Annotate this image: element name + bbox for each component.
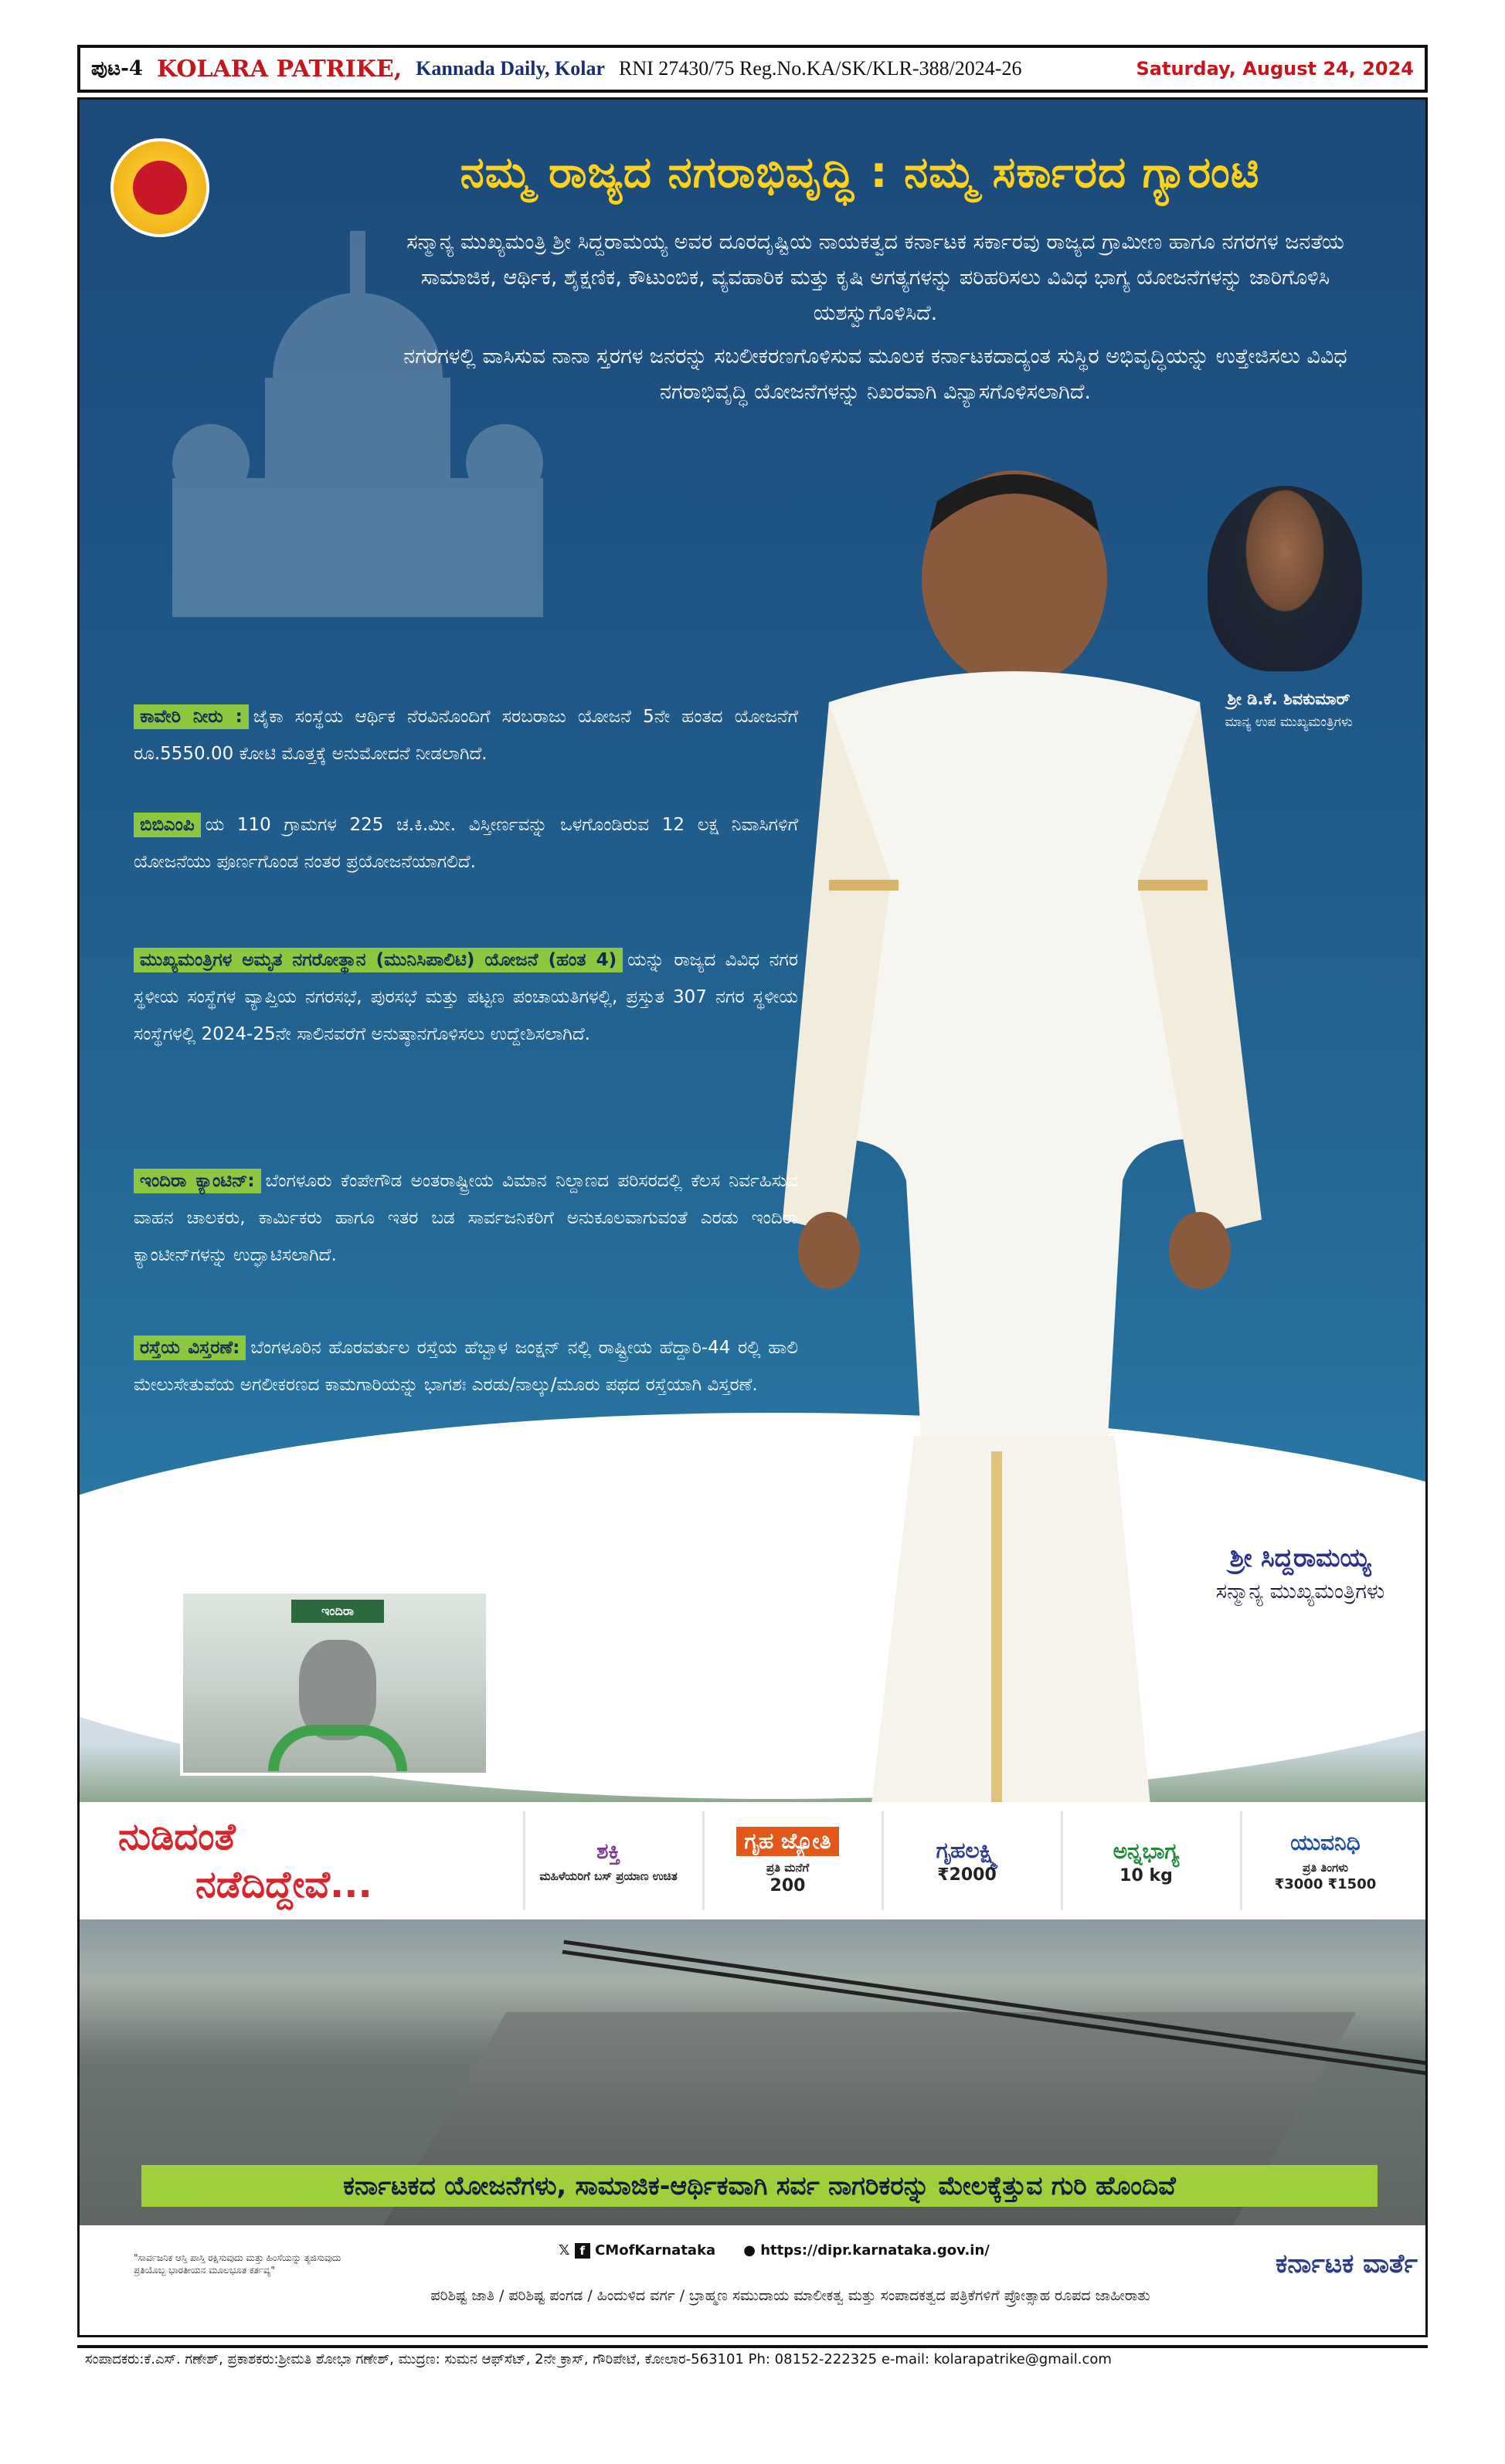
- registration-number: RNI 27430/75 Reg.No.KA/SK/KLR-388/2024-26: [619, 57, 1022, 80]
- page-number: ಪುಟ-4: [91, 56, 144, 80]
- scheme-text: ಯ 110 ಗ್ರಾಮಗಳ 225 ಚ.ಕಿ.ಮೀ. ವಿಸ್ತೀರ್ಣವನ್ನು ಒಳಗೊಂಡಿರುವ 12 ಲಕ್ಷ ನಿವಾಸಿಗಳಿಗೆ ಯೋಜನೆಯು ಪೂರ್ಣಗೊಂಡ ನಂತರ ಪ್ರಯೋಜನೆಯಾಗಲಿದೆ.: [134, 815, 798, 872]
- footer-rule: [77, 2345, 1428, 2348]
- issue-date: Saturday, August 24, 2024: [1136, 58, 1414, 80]
- guarantee-gruha-lakshmi: [882, 1811, 1050, 1910]
- guarantee-yuva-nidhi: [1240, 1811, 1408, 1910]
- scheme-text: ಬೆಂಗಳೂರು ಕೆಂಪೇಗೌಡ ಅಂತರಾಷ್ಟ್ರೀಯ ವಿಮಾನ ನಿಲ್ದಾಣದ ಪರಿಸರದಲ್ಲಿ ಕೆಲಸ ನಿರ್ವಹಿಸುವ ವಾಹನ ಚಾಲಕರು, ಕಾರ್ಮಿಕರು ಹಾಗೂ ಇತರ ಬಡ ಸಾರ್ವಜನಿಕರಿಗೆ ಅನುಕೂಲವಾಗುವಂತೆ ಎರಡು ಇಂದಿರಾ ಕ್ಯಾಂಟೀನ್‌ಗಳನ್ನು ಉದ್ಘಾಟಿಸಲಾಗಿದೆ.: [134, 1171, 798, 1265]
- guarantee-name: ಶಕ್ತಿ: [596, 1838, 620, 1864]
- karnataka-emblem-logo: [110, 138, 209, 237]
- cm-title: ಸನ್ಮಾನ್ಯ ಮುಖ್ಯಮಂತ್ರಿಗಳು: [1215, 1580, 1385, 1604]
- newspaper-name: KOLARA PATRIKE,: [157, 55, 403, 83]
- deputy-cm-name: ಶ್ರೀ ಡಿ.ಕೆ. ಶಿವಕುಮಾರ್: [1227, 690, 1350, 708]
- department-line: ಪರಿಶಿಷ್ಟ ಜಾತಿ / ಪರಿಶಿಷ್ಟ ಪಂಗಡ / ಹಿಂದುಳಿದ ವರ್ಗ / ಬ್ರಾಹ್ಮಣ ಸಮುದಾಯ ಮಾಲೀಕತ್ವ ಮತ್ತು ಸಂಪಾದಕತ್ವದ ಪತ್ರಿಕೆಗಳಿಗೆ ಪ್ರೋತ್ಸಾಹ ರೂಪದ ಜಾಹೀರಾತು: [430, 2287, 1150, 2304]
- chief-minister-photo: [736, 447, 1293, 1853]
- government-advertisement: [77, 97, 1428, 2337]
- guarantee-name: ಅನ್ನಭಾಗ್ಯ: [1113, 1838, 1180, 1864]
- canteen-sign: ಇಂದಿರಾ: [291, 1600, 384, 1623]
- guarantee-name: ಯುವನಿಧಿ: [1290, 1829, 1361, 1855]
- scheme-indira-canteen: [134, 1162, 798, 1274]
- guarantee-amount: ₹3000 ₹1500: [1274, 1875, 1377, 1892]
- newspaper-subtitle: Kannada Daily, Kolar: [416, 57, 606, 80]
- scheme-tag: ಇಂದಿರಾ ಕ್ಯಾಂಟಿನ್:: [134, 1169, 261, 1193]
- scheme-bbmp: [134, 806, 798, 881]
- indira-canteen-photo: [180, 1590, 489, 1776]
- bottom-banner: ಕರ್ನಾಟಕದ ಯೋಜನೆಗಳು, ಸಾಮಾಜಿಕ-ಆರ್ಥಿಕವಾಗಿ ಸರ್ವ ನಾಗರಿಕರನ್ನು ಮೇಲಕ್ಕೆತ್ತುವ ಗುರಿ ಹೊಂದಿವೆ: [141, 2165, 1378, 2207]
- scheme-text: ಜೈಕಾ ಸಂಸ್ಥೆಯ ಆರ್ಥಿಕ ನೆರವಿನೊಂದಿಗೆ ಸರಬರಾಜು ಯೋಜನೆ 5ನೇ ಹಂತದ ಯೋಜನೆಗೆ ರೂ.5550.00 ಕೋಟಿ ಮೊತ್ತಕ್ಕೆ ಅನುಮೋದನೆ ನೀಡಲಾಗಿದೆ.: [134, 707, 798, 764]
- slogan: [80, 1813, 512, 1909]
- ad-footer: [80, 2225, 1425, 2337]
- masthead: [77, 45, 1428, 93]
- scheme-amrut-nagarothana: [134, 942, 798, 1053]
- handle-text: CMofKarnataka: [595, 2242, 716, 2259]
- facebook-icon: f: [575, 2243, 590, 2259]
- intro-paragraph-2: ನಗರಗಳಲ್ಲಿ ವಾಸಿಸುವ ನಾನಾ ಸ್ತರಗಳ ಜನರನ್ನು ಸಬಲೀಕರಣಗೊಳಿಸುವ ಮೂಲಕ ಕರ್ನಾಟಕದಾದ್ಯಂತ ಸುಸ್ಥಿರ ಅಭಿವೃದ್ಧಿಯನ್ನು ಉತ್ತೇಜಿಸಲು ವಿವಿಧ ನಗರಾಭಿವೃದ್ಧಿ ಯೋಜನೆಗಳನ್ನು ನಿಖರವಾಗಿ ವಿನ್ಯಾಸಗೊಳಿಸಲಾಗಿದೆ.: [403, 344, 1347, 404]
- x-icon: 𝕏: [559, 2242, 570, 2259]
- guarantee-shakti: [523, 1811, 691, 1910]
- scheme-tag: ಕಾವೇರಿ ನೀರು :: [134, 704, 249, 729]
- guarantee-gruha-jyothi: [702, 1811, 871, 1910]
- cm-name: ಶ್ರೀ ಸಿದ್ದರಾಮಯ್ಯ: [1229, 1543, 1371, 1573]
- scheme-tag: ಮುಖ್ಯಮಂತ್ರಿಗಳ ಅಮೃತ ನಗರೋತ್ಥಾನ (ಮುನಿಸಿಪಾಲಿಟಿ) ಯೋಜನೆ (ಹಂತ 4): [134, 948, 623, 972]
- guarantee-sub: ಮಹಿಳೆಯರಿಗೆ ಬಸ್ ಪ್ರಯಾಣ ಉಚಿತ: [539, 1869, 678, 1883]
- scheme-cauvery-water: [134, 698, 798, 772]
- slogan-line-1: ನುಡಿದಂತೆ: [118, 1815, 236, 1858]
- guarantee-amount: ₹2000: [937, 1865, 997, 1885]
- intro-paragraph-1: ಸನ್ಮಾನ್ಯ ಮುಖ್ಯಮಂತ್ರಿ ಶ್ರೀ ಸಿದ್ದರಾಮಯ್ಯ ಅವರ ದೂರದೃಷ್ಟಿಯ ನಾಯಕತ್ವದ ಕರ್ನಾಟಕ ಸರ್ಕಾರವು ರಾಜ್ಯದ ಗ್ರಾಮೀಣ ಹಾಗೂ ನಗರಗಳ ಜನತೆಯ ಸಾಮಾಜಿಕ, ಆರ್ಥಿಕ, ಶೈಕ್ಷಣಿಕ, ಕೌಟುಂಬಿಕ, ವ್ಯವಹಾರಿಕ ಮತ್ತು ಕೃಷಿ ಅಗತ್ಯಗಳನ್ನು ಪರಿಹರಿಸಲು ವಿವಿಧ ಭಾಗ್ಯ ಯೋಜನೆಗಳನ್ನು ಜಾರಿಗೊಳಿಸಿ ಯಶಸ್ವುಗೊಳಿಸಿದೆ.: [406, 230, 1344, 325]
- scheme-text: ಯನ್ನು ರಾಜ್ಯದ ವಿವಿಧ ನಗರ ಸ್ಥಳೀಯ ಸಂಸ್ಥೆಗಳ ವ್ಯಾಪ್ತಿಯ ನಗರಸಭೆ, ಪುರಸಭೆ ಮತ್ತು ಪಟ್ಟಣ ಪಂಚಾಯತಿಗಳಲ್ಲಿ, ಪ್ರಸ್ತುತ 307 ನಗರ ಸ್ಥಳೀಯ ಸಂಸ್ಥೆಗಳಲ್ಲಿ 2024-25ನೇ ಸಾಲಿನವರೆಗೆ ಅನುಷ್ಠಾನಗೊಳಿಸಲು ಉದ್ದೇಶಿಸಲಾಗಿದೆ.: [134, 950, 798, 1044]
- guarantee-amount: 200: [769, 1875, 806, 1896]
- canteen-green-arch: [268, 1725, 407, 1771]
- karnataka-varthe-logo: ಕರ್ನಾಟಕ ವಾರ್ತೆ: [1276, 2248, 1418, 2279]
- guarantee-name: ಗೃಹ ಜ್ಯೋತಿ: [736, 1827, 838, 1856]
- guarantee-sub: 10 kg: [1119, 1866, 1173, 1885]
- scheme-tag: ಬಿಬಿಎಂಪಿ: [134, 813, 201, 837]
- slogan-line-2: ನಡೆದಿದ್ದೇವೆ...: [195, 1863, 372, 1906]
- social-handle[interactable]: [559, 2242, 715, 2259]
- ad-headline: ನಮ್ಮ ರಾಜ್ಯದ ನಗರಾಭಿವೃದ್ಧಿ : ನಮ್ಮ ಸರ್ಕಾರದ ಗ್ಯಾರಂಟಿ: [460, 148, 1260, 198]
- deputy-cm-title: ಮಾನ್ಯ ಉಪ ಮುಖ್ಯಮಂತ್ರಿಗಳು: [1225, 714, 1353, 730]
- civic-duty-note: "ಸಾರ್ವಜನಿಕ ಆಸ್ತಿ ಪಾಸ್ತಿ ರಕ್ಷಿಸುವುದು ಮತ್ತು ಹಿಂಸೆಯನ್ನು ತ್ಯಜಿಸುವುದು ಪ್ರತಿಯೊಬ್ಬ ಭಾರತೀಯನ ಮೂಲಭೂತ ಕರ್ತವ್ಯ": [134, 2252, 341, 2276]
- scheme-road-widening: [134, 1329, 798, 1403]
- guarantee-name: ಗೃಹಲಕ್ಷ್ಮಿ: [936, 1837, 998, 1863]
- globe-icon: ●: [743, 2242, 756, 2259]
- scheme-tag: ರಸ್ತೆಯ ವಿಸ್ತರಣೆ:: [134, 1336, 246, 1360]
- guarantee-sub: ಪ್ರತಿ ಮನೆಗೆ: [766, 1860, 810, 1875]
- scheme-text: ಬೆಂಗಳೂರಿನ ಹೊರವರ್ತುಲ ರಸ್ತೆಯ ಹೆಬ್ಬಾಳ ಜಂಕ್ಷನ್ ನಲ್ಲಿ ರಾಷ್ಟ್ರೀಯ ಹೆದ್ದಾರಿ-44 ರಲ್ಲಿ ಹಾಲಿ ಮೇಲುಸೇತುವೆಯ ಅಗಲೀಕರಣದ ಕಾಮಗಾರಿಯನ್ನು ಭಾಗಶಃ ಎರಡು/ನಾಲ್ಕು/ಮೂರು ಪಥದ ರಸ್ತೆಯಾಗಿ ವಿಸ್ತರಣೆ.: [134, 1338, 798, 1395]
- newspaper-imprint: ಸಂಪಾದಕರು:ಕೆ.ಎಸ್. ಗಣೇಶ್, ಪ್ರಕಾಶಕರು:ಶ್ರೀಮತಿ ಶೋಭಾ ಗಣೇಶ್, ಮುದ್ರಣ: ಸುಮನ ಆಫ್‌ಸೆಟ್, 2ನೇ ಕ್ರಾಸ್, ಗೌರಿಪೇಟೆ, ಕೋಲಾರ-563101 Ph: 08152-222325 e-mail: kolarapatrike@gmail.com: [85, 2351, 1112, 2367]
- emblem-center: [133, 161, 187, 215]
- guarantee-strip: [80, 1802, 1425, 1919]
- website-text: https://dipr.karnataka.gov.in/: [760, 2242, 990, 2259]
- website-link[interactable]: [743, 2242, 990, 2259]
- guarantee-sub: ಪ್ರತಿ ತಿಂಗಳು: [1302, 1860, 1349, 1875]
- guarantee-anna-bhagya: [1061, 1811, 1229, 1910]
- social-links: [559, 2242, 990, 2259]
